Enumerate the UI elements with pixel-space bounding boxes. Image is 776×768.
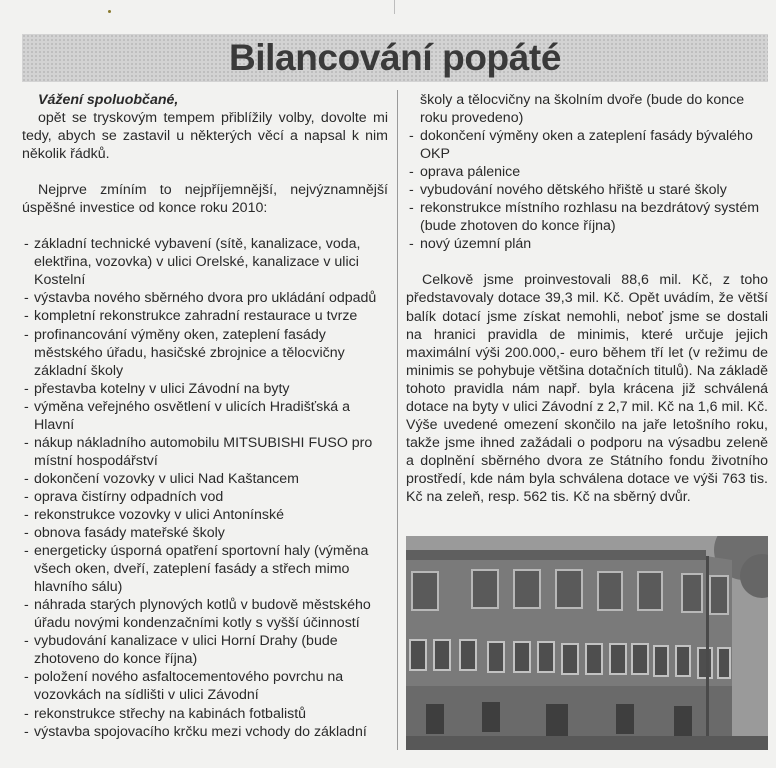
investment-list <box>22 235 388 740</box>
title-banner <box>22 34 768 82</box>
list-item: - základní technické vybavení (sítě, kanalizace, voda, elektřina, vozovka) v ulici Orelské, kanalizace v ulici Kostelní <box>22 235 388 289</box>
lead-paragraph: Nejprve zmíním to nejpříjemnější, nejvýznamnější úspěšné investice od konce roku 2010: <box>22 182 388 217</box>
list-item: školy a tělocvičny na školním dvoře (bude do konce roku provedeno) <box>420 92 745 127</box>
list-item: - oprava pálenice <box>406 163 768 181</box>
list-item: - náhrada starých plynových kotlů v budově městského úřadu novými kondenzačními kotly s vyšší účinností <box>22 596 388 632</box>
list-item: - výstavba spojovacího krčku mezi vchody do základní <box>22 723 388 741</box>
list-item: - výstavba nového sběrného dvora pro ukládání odpadů <box>22 289 388 307</box>
list-item: - vybudování nového dětského hřiště u staré školy <box>406 181 768 199</box>
top-rule <box>394 0 395 14</box>
list-item: - oprava čistírny odpadních vod <box>22 488 388 506</box>
column-divider <box>397 90 398 750</box>
list-item: - výměna veřejného osvětlení v ulicích Hradišťská a Hlavní <box>22 398 388 434</box>
list-item: - energeticky úsporná opatření sportovní haly (výměna všech oken, dveří, zateplení fasády a střech mimo hlavního sálu) <box>22 542 388 596</box>
greeting: Vážení spoluobčané, <box>38 92 179 108</box>
list-item: - dokončení výměny oken a zateplení fasády bývalého OKP <box>406 127 768 163</box>
list-item: - kompletní rekonstrukce zahradní restaurace u tvrze <box>22 307 388 325</box>
list-item: - profinancování výměny oken, zateplení fasády městského úřadu, hasičské zbrojnice a tělocvičny základní školy <box>22 326 388 380</box>
list-item: - přestavba kotelny v ulici Závodní na byty <box>22 380 388 398</box>
list-item: - dokončení vozovky v ulici Nad Kaštancem <box>22 470 388 488</box>
left-column <box>22 91 388 741</box>
investment-list-continued <box>406 91 768 253</box>
list-item: - nákup nákladního automobilu MITSUBISHI FUSO pro místní hospodářství <box>22 434 388 470</box>
decorative-dot <box>108 10 111 13</box>
intro-paragraph: opět se tryskovým tempem přiblížily volby, dovolte mi tedy, abych se zastavil u některých věcí a napsal k nim několik řádků. <box>22 110 388 163</box>
list-item: - rekonstrukce místního rozhlasu na bezdrátový systém (bude zhotoven do konce října) <box>406 199 768 235</box>
list-item: - obnova fasády mateřské školy <box>22 524 388 542</box>
building-photo <box>406 536 768 750</box>
list-item: - rekonstrukce střechy na kabinách fotbalistů <box>22 705 388 723</box>
article-title: Bilancování popáté <box>228 37 562 78</box>
list-item: - rekonstrukce vozovky v ulici Antonínské <box>22 506 388 524</box>
right-column <box>406 91 768 506</box>
list-item: - nový územní plán <box>406 235 768 253</box>
list-item: - vybudování kanalizace v ulici Horní Drahy (bude zhotoveno do konce října) <box>22 632 388 668</box>
list-item: - položení nového asfaltocementového povrchu na vozovkách na sídlišti v ulici Závodní <box>22 668 388 704</box>
summary-paragraph: Celkově jsme proinvestovali 88,6 mil. Kč, z toho představovaly dotace 39,3 mil. Kč. Opět uvádím, že větší balík dotací jsme získat nemohli, neboť jsme se dostali na hranici pravidla de minimis, které určuje jejich maximální výši 200.000,- euro během tří let (v režimu de minimis se pohybuje většina dotačních titulů). Na základě tohoto pravidla nám např. byla krácena již schválená dotace na byty v ulici Závodní z 2,7 mil. Kč na 1,6 mil. Kč. Výše uvedené omezení skončilo na jaře letošního roku, takže jsme ihned zažádali o podporu na výsadbu zeleně a doplnění sběrného dvora ze Státního fondu životního prostředí, kde nám byla schválena dotace ve výši 763 tis. Kč na zeleň, resp. 562 tis. Kč na sběrný dvůr. <box>406 272 768 505</box>
